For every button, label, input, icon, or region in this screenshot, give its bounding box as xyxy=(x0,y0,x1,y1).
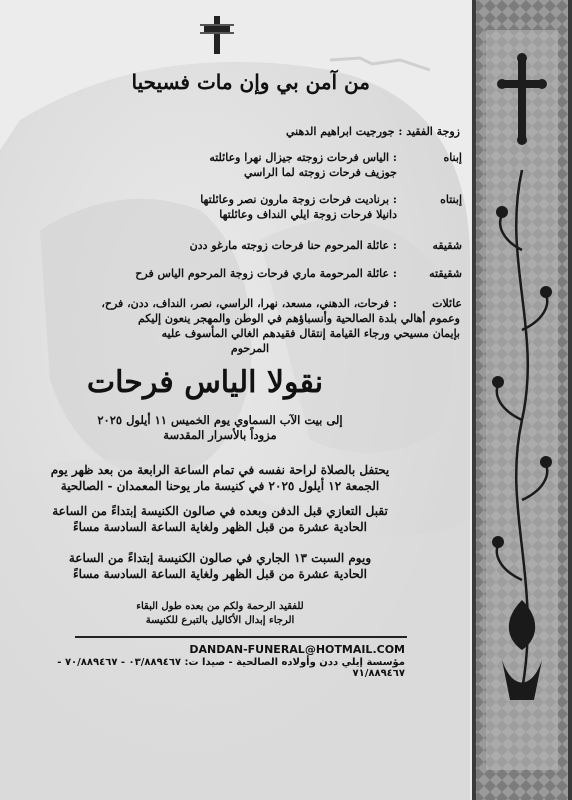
death-notice xyxy=(30,413,410,443)
relatives-families xyxy=(0,296,572,360)
condolences-line: تقبل التعازي قبل الدفن وبعده في صالون الكنيسة إبتداءً من الساعة xyxy=(52,504,388,518)
condolences-line: الحادية عشرة من قبل الظهر ولغاية الساعة السادسة مساءً xyxy=(73,520,367,534)
death-line: مزوداً بالأسرار المقدسة xyxy=(163,428,277,442)
closing-line: للفقيد الرحمة ولكم من بعده طول البقاء xyxy=(136,601,304,612)
footer-company: مؤسسة إيلي ددن وأولاده الصالحية - صيدا ت: ٠٣/٨٨٩٤٦٧ - ٧٠/٨٨٩٤٦٧ - ٧١/٨٨٩٤٦٧ xyxy=(57,657,405,679)
relatives-line: دانيلا فرحات زوجة ايلي النداف وعائلتها xyxy=(219,208,397,221)
funeral-line: الجمعة ١٢ أيلول ٢٠٢٥ في كنيسة مار يوحنا المعمدان - الصالحية xyxy=(60,479,380,493)
relatives-sister xyxy=(0,266,572,282)
relatives-label: إبنتاه xyxy=(440,193,462,206)
funeral-notice xyxy=(30,462,410,494)
condolences-line: الحادية عشرة من قبل الظهر ولغاية الساعة السادسة مساءً xyxy=(73,567,367,581)
footer-email: DANDAN-FUNERAL@HOTMAIL.COM xyxy=(189,643,405,656)
relatives-line: وعموم أهالي بلدة الصالحية وأنسباؤهم في الوطن والمهجر ينعون إليكم xyxy=(137,312,460,325)
closing-line: الرجاء إبدال الأكاليل بالتبرع للكنيسة xyxy=(145,615,295,626)
decorative-side-strip xyxy=(472,0,572,800)
condolences-notice xyxy=(30,503,410,535)
condolences-saturday-notice xyxy=(30,550,410,582)
relatives-line: : الياس فرحات زوجته جيزال نهرا وعائلته xyxy=(209,151,397,164)
relatives-label: إبناه xyxy=(443,151,462,164)
death-line: إلى بيت الآب السماوي يوم الخميس ١١ أيلول ٢٠٢٥ xyxy=(97,413,343,427)
relatives-line: المرحوم xyxy=(230,342,270,355)
closing-note xyxy=(90,600,350,628)
relatives-label: عائلات xyxy=(432,297,462,310)
relatives-line: : عائلة المرحوم حنا فرحات زوجته مارغو ددن xyxy=(189,239,397,252)
relatives-line: جوزيف فرحات زوجته لما الراسي xyxy=(243,166,397,179)
footer-divider xyxy=(75,636,407,638)
wife-line: زوجة الفقيد : جورجيت ابراهيم الدهني xyxy=(285,125,460,138)
deceased-name: نقولا الياس فرحات xyxy=(86,365,324,400)
relatives-sons xyxy=(0,150,572,182)
relatives-label: شقيقه xyxy=(432,239,462,252)
header-verse: من آمن بي وإن مات فسيحيا xyxy=(131,70,370,94)
header-cross-icon xyxy=(200,14,234,56)
relatives-label: شقيقته xyxy=(429,267,462,280)
relatives-line: : برناديت فرحات زوجة مارون نصر وعائلتها xyxy=(200,193,397,206)
relatives-line: بإيمان مسيحي ورجاء القيامة إنتقال فقيدهم الغالي المأسوف عليه xyxy=(161,327,460,340)
relatives-line: : فرحات، الدهني، مسعد، نهرا، الراسي، نصر، النداف، ددن، فرح، xyxy=(101,297,397,310)
condolences-line: ويوم السبت ١٣ الجاري في صالون الكنيسة إبتداءً من الساعة xyxy=(68,551,372,565)
funeral-line: يحتفل بالصلاة لراحة نفسه في تمام الساعة الرابعة من بعد ظهر يوم xyxy=(50,463,390,477)
relatives-brother xyxy=(0,238,572,254)
relatives-daughters xyxy=(0,192,572,224)
relatives-line: : عائلة المرحومة ماري فرحات زوجة المرحوم الياس فرح xyxy=(135,267,397,280)
